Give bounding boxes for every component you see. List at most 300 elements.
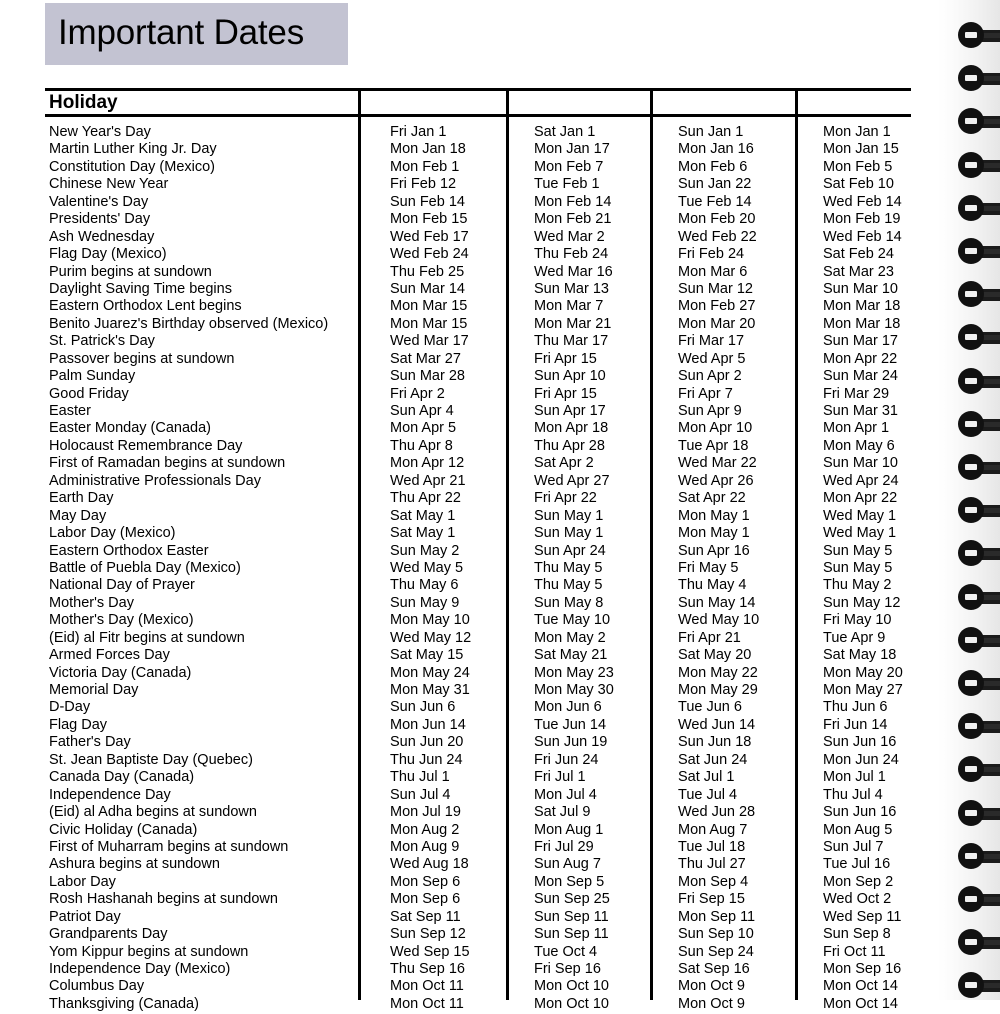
date-cell: Mon Mar 15 <box>390 298 468 315</box>
date-cell: Wed May 5 <box>390 559 464 576</box>
table-row <box>45 212 911 229</box>
date-cell: Sun Apr 24 <box>534 542 606 559</box>
date-cell: Mon Jul 1 <box>823 769 886 786</box>
date-cell: Wed Apr 21 <box>390 472 466 489</box>
date-cell: Mon Apr 22 <box>823 350 898 367</box>
date-cell: Mon May 27 <box>823 682 903 698</box>
table-row <box>45 421 911 438</box>
date-cell: Fri Apr 2 <box>390 385 445 402</box>
holiday-name: Easter <box>49 403 91 419</box>
date-cell: Mon Jul 19 <box>390 804 461 821</box>
date-cell: Fri Oct 11 <box>823 943 886 960</box>
date-cell: Sun Jan 1 <box>678 124 744 140</box>
table-row <box>45 631 911 648</box>
holiday-name: Ash Wednesday <box>49 228 155 245</box>
date-cell: Sun Apr 9 <box>678 403 742 419</box>
holiday-name: Flag Day (Mexico) <box>49 246 167 263</box>
date-cell: Wed Apr 27 <box>534 472 610 489</box>
date-cell: Mon Apr 5 <box>390 420 457 437</box>
date-cell: Mon Sep 6 <box>390 891 461 908</box>
date-cell: Mon Feb 19 <box>823 211 901 228</box>
date-cell: Thu Apr 22 <box>390 490 461 507</box>
holiday-name: Grandparents Day <box>49 926 168 943</box>
date-cell: Fri Jun 24 <box>534 751 599 768</box>
date-cell: Sun Jun 18 <box>678 734 752 751</box>
date-cell: Mon Jan 18 <box>390 141 466 158</box>
date-cell: Sat Feb 10 <box>823 176 894 193</box>
date-cell: Sun May 2 <box>390 542 460 559</box>
date-cell: Fri May 5 <box>678 559 739 576</box>
holiday-name: Eastern Orthodox Lent begins <box>49 298 242 315</box>
table-row <box>45 718 911 735</box>
date-cell: Mon Oct 10 <box>534 978 609 995</box>
table-row <box>45 979 911 996</box>
date-cell: Sun Sep 11 <box>534 926 609 943</box>
spiral-ring-icon <box>958 411 1000 437</box>
date-cell: Wed May 1 <box>823 507 897 524</box>
date-cell: Mon Apr 18 <box>534 420 609 437</box>
date-cell: Sun May 12 <box>823 594 901 611</box>
date-cell: Mon Jul 4 <box>534 786 597 803</box>
date-cell: Thu May 4 <box>678 577 747 594</box>
holiday-name: National Day of Prayer <box>49 577 195 594</box>
date-cell: Mon May 1 <box>678 507 750 524</box>
date-cell: Sat Sep 11 <box>390 908 461 925</box>
date-cell: Mon Oct 9 <box>678 978 745 995</box>
holiday-name: Labor Day <box>49 873 116 890</box>
date-cell: Tue Jul 4 <box>678 786 738 803</box>
date-cell: Tue Jun 14 <box>534 716 607 733</box>
date-cell: Thu Jul 27 <box>678 856 746 873</box>
holiday-name: Armed Forces Day <box>49 647 170 664</box>
date-cell: Sun Apr 4 <box>390 403 454 419</box>
holiday-name: Battle of Puebla Day (Mexico) <box>49 559 241 576</box>
date-cell: Mon Aug 7 <box>678 821 748 838</box>
date-cell: Wed May 12 <box>390 629 472 646</box>
date-cell: Mon Jan 1 <box>823 124 891 140</box>
date-cell: Fri Jul 29 <box>534 838 594 855</box>
date-cell: Fri Mar 17 <box>678 333 745 350</box>
date-cell: Wed Feb 14 <box>823 193 902 210</box>
spiral-ring-icon <box>958 497 1000 523</box>
date-cell: Fri Jun 14 <box>823 716 888 733</box>
date-cell: Mon May 2 <box>534 629 606 646</box>
table-row <box>45 230 911 247</box>
date-cell: Fri Sep 16 <box>534 961 601 977</box>
holiday-name: First of Ramadan begins at sundown <box>49 455 286 472</box>
date-cell: Thu Jul 4 <box>823 786 883 803</box>
table-row <box>45 596 911 613</box>
date-cell: Fri Feb 12 <box>390 176 457 193</box>
holiday-name: Passover begins at sundown <box>49 350 235 367</box>
date-cell: Mon Jan 16 <box>678 141 754 158</box>
holiday-name: Chinese New Year <box>49 176 169 193</box>
holiday-name: First of Muharram begins at sundown <box>49 838 289 855</box>
holiday-name: Administrative Professionals Day <box>49 472 261 489</box>
date-cell: Tue Feb 14 <box>678 193 752 210</box>
date-cell: Sun May 9 <box>390 594 460 611</box>
holiday-name: Purim begins at sundown <box>49 263 212 280</box>
date-cell: Sat May 18 <box>823 647 897 664</box>
date-cell: Mon Mar 15 <box>390 315 468 332</box>
date-cell: Thu May 6 <box>390 577 459 594</box>
date-cell: Sat Mar 27 <box>390 350 461 367</box>
holiday-name: D-Day <box>49 699 91 716</box>
date-cell: Tue Jul 16 <box>823 856 891 873</box>
table-row <box>45 840 911 857</box>
date-cell: Sun Mar 17 <box>823 333 898 350</box>
date-cell: Mon Feb 20 <box>678 211 756 228</box>
holiday-name: Canada Day (Canada) <box>49 769 195 786</box>
date-cell: Sun Sep 12 <box>390 926 466 943</box>
table-row <box>45 700 911 717</box>
date-cell: Wed Sep 11 <box>823 908 902 925</box>
date-cell: Wed Mar 2 <box>534 228 605 245</box>
date-cell: Thu Jun 24 <box>390 751 463 768</box>
date-cell: Mon Feb 14 <box>534 193 612 210</box>
spiral-ring-icon <box>958 108 1000 134</box>
spiral-ring-icon <box>958 886 1000 912</box>
date-cell: Wed Aug 18 <box>390 856 469 873</box>
date-cell: Sat May 21 <box>534 647 608 664</box>
date-cell: Wed Apr 5 <box>678 350 746 367</box>
date-cell: Fri Feb 24 <box>678 246 745 263</box>
table-row <box>45 544 911 561</box>
date-cell: Sun Apr 16 <box>678 542 750 559</box>
date-cell: Fri Apr 22 <box>534 490 597 507</box>
table-row <box>45 334 911 351</box>
date-cell: Sun May 8 <box>534 594 604 611</box>
spiral-ring-icon <box>958 972 1000 998</box>
date-cell: Thu Jul 1 <box>390 769 450 786</box>
spiral-ring-icon <box>958 152 1000 178</box>
date-cell: Thu Feb 24 <box>534 246 609 263</box>
date-cell: Mon Sep 4 <box>678 873 749 890</box>
date-cell: Sat May 15 <box>390 647 464 664</box>
holiday-name: Memorial Day <box>49 682 139 698</box>
holiday-name: May Day <box>49 507 107 524</box>
date-cell: Mon May 30 <box>534 682 614 698</box>
date-cell: Sat Mar 23 <box>823 263 894 280</box>
date-cell: Wed Mar 22 <box>678 455 757 472</box>
date-cell: Sun Aug 7 <box>534 856 601 873</box>
important-dates-table <box>45 88 911 1012</box>
date-cell: Mon Mar 20 <box>678 315 756 332</box>
holiday-name: Independence Day (Mexico) <box>49 961 231 977</box>
table-top-rule <box>45 88 911 91</box>
date-cell: Sun Jul 4 <box>390 786 451 803</box>
date-cell: Wed Jun 14 <box>678 716 756 733</box>
table-row <box>45 892 911 909</box>
spiral-ring-icon <box>958 65 1000 91</box>
date-cell: Fri Apr 7 <box>678 385 733 402</box>
date-cell: Tue Oct 4 <box>534 943 598 960</box>
date-cell: Fri Jul 1 <box>534 769 586 786</box>
table-row <box>45 195 911 212</box>
holiday-name: Easter Monday (Canada) <box>49 420 211 437</box>
spiral-ring-icon <box>958 800 1000 826</box>
holiday-name: Civic Holiday (Canada) <box>49 821 198 838</box>
table-row <box>45 578 911 595</box>
date-cell: Wed Feb 24 <box>390 246 469 263</box>
date-cell: Sun Jun 16 <box>823 804 897 821</box>
date-cell: Sat Jul 9 <box>534 804 591 821</box>
table-row <box>45 910 911 927</box>
date-cell: Sun Mar 24 <box>823 368 898 385</box>
date-cell: Mon May 31 <box>390 682 470 698</box>
holiday-name: Eastern Orthodox Easter <box>49 542 209 559</box>
date-cell: Sun May 1 <box>534 507 604 524</box>
date-cell: Sat Apr 2 <box>534 455 594 472</box>
date-cell: Sun Jan 22 <box>678 176 752 193</box>
date-cell: Tue Jun 6 <box>678 699 742 716</box>
date-cell: Sun Mar 10 <box>823 455 898 472</box>
table-row <box>45 997 911 1014</box>
spiral-ring-icon <box>958 368 1000 394</box>
date-cell: Mon Jan 15 <box>823 141 899 158</box>
spiral-ring-icon <box>958 281 1000 307</box>
holiday-name: Independence Day <box>49 786 171 803</box>
date-cell: Sun Mar 14 <box>390 280 465 297</box>
holiday-name: St. Jean Baptiste Day (Quebec) <box>49 751 253 768</box>
spiral-ring-icon <box>958 627 1000 653</box>
date-cell: Mon Sep 16 <box>823 961 902 977</box>
holiday-name: Rosh Hashanah begins at sundown <box>49 891 278 908</box>
date-cell: Fri Mar 29 <box>823 385 890 402</box>
holiday-name: Valentine's Day <box>49 193 149 210</box>
date-cell: Sun Feb 14 <box>390 193 465 210</box>
spiral-ring-icon <box>958 929 1000 955</box>
date-cell: Sat Jan 1 <box>534 124 596 140</box>
date-cell: Sun Apr 17 <box>534 403 606 419</box>
table-row <box>45 823 911 840</box>
date-cell: Mon Mar 7 <box>534 298 604 315</box>
date-cell: Fri Apr 15 <box>534 350 597 367</box>
date-cell: Sun Mar 28 <box>390 368 465 385</box>
date-cell: Sun Sep 10 <box>678 926 754 943</box>
table-row <box>45 613 911 630</box>
holiday-name: Martin Luther King Jr. Day <box>49 141 217 158</box>
date-cell: Sun Jul 7 <box>823 838 884 855</box>
column-header-holiday: Holiday <box>49 92 118 113</box>
table-row <box>45 474 911 491</box>
date-cell: Wed May 1 <box>823 525 897 542</box>
holiday-name: (Eid) al Fitr begins at sundown <box>49 629 245 646</box>
date-cell: Sun Sep 25 <box>534 891 610 908</box>
holiday-name: Flag Day <box>49 716 108 733</box>
date-cell: Mon May 10 <box>390 612 470 629</box>
date-cell: Mon Aug 2 <box>390 821 460 838</box>
holiday-name: Labor Day (Mexico) <box>49 525 176 542</box>
holiday-name: Columbus Day <box>49 978 145 995</box>
date-cell: Mon Feb 7 <box>534 158 604 175</box>
date-cell: Sun Jun 16 <box>823 734 897 751</box>
date-cell: Tue Feb 1 <box>534 176 600 193</box>
table-row <box>45 648 911 665</box>
holiday-name: Victoria Day (Canada) <box>49 664 192 681</box>
date-cell: Mon Apr 10 <box>678 420 753 437</box>
date-cell: Wed Feb 14 <box>823 228 902 245</box>
date-cell: Sat Sep 16 <box>678 961 750 977</box>
date-cell: Tue Apr 18 <box>678 437 749 454</box>
holiday-name: Good Friday <box>49 385 129 402</box>
holiday-name: (Eid) al Adha begins at sundown <box>49 804 257 821</box>
table-row <box>45 177 911 194</box>
date-cell: Mon Sep 2 <box>823 873 894 890</box>
date-cell: Mon Oct 9 <box>678 995 745 1012</box>
date-cell: Mon Apr 12 <box>390 455 465 472</box>
date-cell: Mon Oct 11 <box>390 995 464 1012</box>
date-cell: Mon Oct 10 <box>534 995 609 1012</box>
date-cell: Fri Jan 1 <box>390 124 447 140</box>
table-row <box>45 526 911 543</box>
date-cell: Mon Mar 18 <box>823 298 901 315</box>
date-cell: Thu Apr 28 <box>534 437 605 454</box>
table-row <box>45 387 911 404</box>
date-cell: Mon Oct 14 <box>823 995 898 1012</box>
date-cell: Mon Aug 1 <box>534 821 604 838</box>
date-cell: Mon Feb 5 <box>823 158 893 175</box>
date-cell: Mon Jun 14 <box>390 716 466 733</box>
date-cell: Mon Aug 5 <box>823 821 893 838</box>
date-cell: Fri Sep 15 <box>678 891 745 908</box>
holiday-name: St. Patrick's Day <box>49 333 155 350</box>
table-row <box>45 456 911 473</box>
spiral-ring-icon <box>958 195 1000 221</box>
table-row <box>45 265 911 282</box>
date-cell: Mon Sep 6 <box>390 873 461 890</box>
spiral-ring-icon <box>958 713 1000 739</box>
table-row <box>45 404 911 421</box>
table-row <box>45 735 911 752</box>
date-cell: Sun May 5 <box>823 559 893 576</box>
table-row <box>45 666 911 683</box>
table-row <box>45 753 911 770</box>
spiral-binding <box>955 0 1000 1000</box>
date-cell: Wed May 10 <box>678 612 760 629</box>
date-cell: Sat Jun 24 <box>678 751 748 768</box>
table-row <box>45 962 911 979</box>
holiday-name: Mother's Day (Mexico) <box>49 612 194 629</box>
date-cell: Sun Jun 6 <box>390 699 456 716</box>
holiday-name: Father's Day <box>49 734 131 751</box>
table-row <box>45 247 911 264</box>
date-cell: Wed Feb 17 <box>390 228 469 245</box>
date-cell: Sun Mar 10 <box>823 280 898 297</box>
date-cell: Fri May 10 <box>823 612 892 629</box>
table-row <box>45 142 911 159</box>
holiday-name: Benito Juarez's Birthday observed (Mexico) <box>49 315 329 332</box>
date-cell: Wed Apr 24 <box>823 472 899 489</box>
table-row <box>45 439 911 456</box>
table-row <box>45 857 911 874</box>
date-cell: Sun Sep 8 <box>823 926 891 943</box>
date-cell: Mon Apr 1 <box>823 420 890 437</box>
date-cell: Mon Feb 1 <box>390 158 460 175</box>
date-cell: Sun Apr 2 <box>678 368 742 385</box>
holiday-name: Thanksgiving (Canada) <box>49 995 199 1012</box>
date-cell: Mon Feb 21 <box>534 211 612 228</box>
date-cell: Thu Jun 6 <box>823 699 888 716</box>
date-cell: Sat Feb 24 <box>823 246 894 263</box>
date-cell: Mon Mar 6 <box>678 263 748 280</box>
date-cell: Thu Sep 16 <box>390 961 465 977</box>
spiral-ring-icon <box>958 670 1000 696</box>
spiral-ring-icon <box>958 324 1000 350</box>
table-row <box>45 561 911 578</box>
holiday-name: Mother's Day <box>49 594 134 611</box>
page-title: Important Dates <box>58 13 304 52</box>
table-row <box>45 299 911 316</box>
date-cell: Mon Mar 21 <box>534 315 612 332</box>
date-cell: Wed Mar 16 <box>534 263 613 280</box>
date-cell: Sun Mar 31 <box>823 403 898 419</box>
holiday-name: Palm Sunday <box>49 368 136 385</box>
date-cell: Thu Feb 25 <box>390 263 465 280</box>
spiral-ring-icon <box>958 756 1000 782</box>
date-cell: Wed Jun 28 <box>678 804 756 821</box>
date-cell: Mon May 1 <box>678 525 750 542</box>
table-row <box>45 369 911 386</box>
date-cell: Wed Feb 22 <box>678 228 757 245</box>
date-cell: Thu May 2 <box>823 577 892 594</box>
spiral-ring-icon <box>958 454 1000 480</box>
table-row <box>45 945 911 962</box>
spiral-ring-icon <box>958 843 1000 869</box>
date-cell: Mon Mar 18 <box>823 315 901 332</box>
date-cell: Sun May 5 <box>823 542 893 559</box>
date-cell: Tue May 10 <box>534 612 611 629</box>
table-row <box>45 491 911 508</box>
date-cell: Mon Jun 24 <box>823 751 899 768</box>
date-cell: Sun Sep 24 <box>678 943 754 960</box>
date-cell: Sun Mar 12 <box>678 280 753 297</box>
date-cell: Fri Apr 21 <box>678 629 741 646</box>
date-cell: Sun Jun 20 <box>390 734 464 751</box>
date-cell: Thu Apr 8 <box>390 437 453 454</box>
date-cell: Mon May 29 <box>678 682 758 698</box>
date-cell: Sun Apr 10 <box>534 368 606 385</box>
holiday-name: Presidents' Day <box>49 211 151 228</box>
table-row <box>45 125 911 142</box>
date-cell: Mon May 23 <box>534 664 614 681</box>
spiral-ring-icon <box>958 22 1000 48</box>
table-row <box>45 317 911 334</box>
table-row <box>45 770 911 787</box>
date-cell: Fri Apr 15 <box>534 385 597 402</box>
date-cell: Mon May 22 <box>678 664 758 681</box>
date-cell: Mon Aug 9 <box>390 838 460 855</box>
table-row <box>45 875 911 892</box>
date-cell: Sat May 1 <box>390 525 456 542</box>
date-cell: Wed Oct 2 <box>823 891 892 908</box>
date-cell: Sun May 14 <box>678 594 756 611</box>
date-cell: Mon Sep 5 <box>534 873 605 890</box>
spiral-ring-icon <box>958 540 1000 566</box>
holiday-name: Daylight Saving Time begins <box>49 280 232 297</box>
table-body <box>45 125 911 1014</box>
date-cell: Sat May 20 <box>678 647 752 664</box>
spiral-ring-icon <box>958 584 1000 610</box>
date-cell: Thu May 5 <box>534 577 603 594</box>
table-row <box>45 683 911 700</box>
date-cell: Thu Mar 17 <box>534 333 609 350</box>
date-cell: Sun May 1 <box>534 525 604 542</box>
table-row <box>45 805 911 822</box>
date-cell: Mon Sep 11 <box>678 908 756 925</box>
date-cell: Mon Jun 6 <box>534 699 602 716</box>
date-cell: Sun Mar 13 <box>534 280 609 297</box>
